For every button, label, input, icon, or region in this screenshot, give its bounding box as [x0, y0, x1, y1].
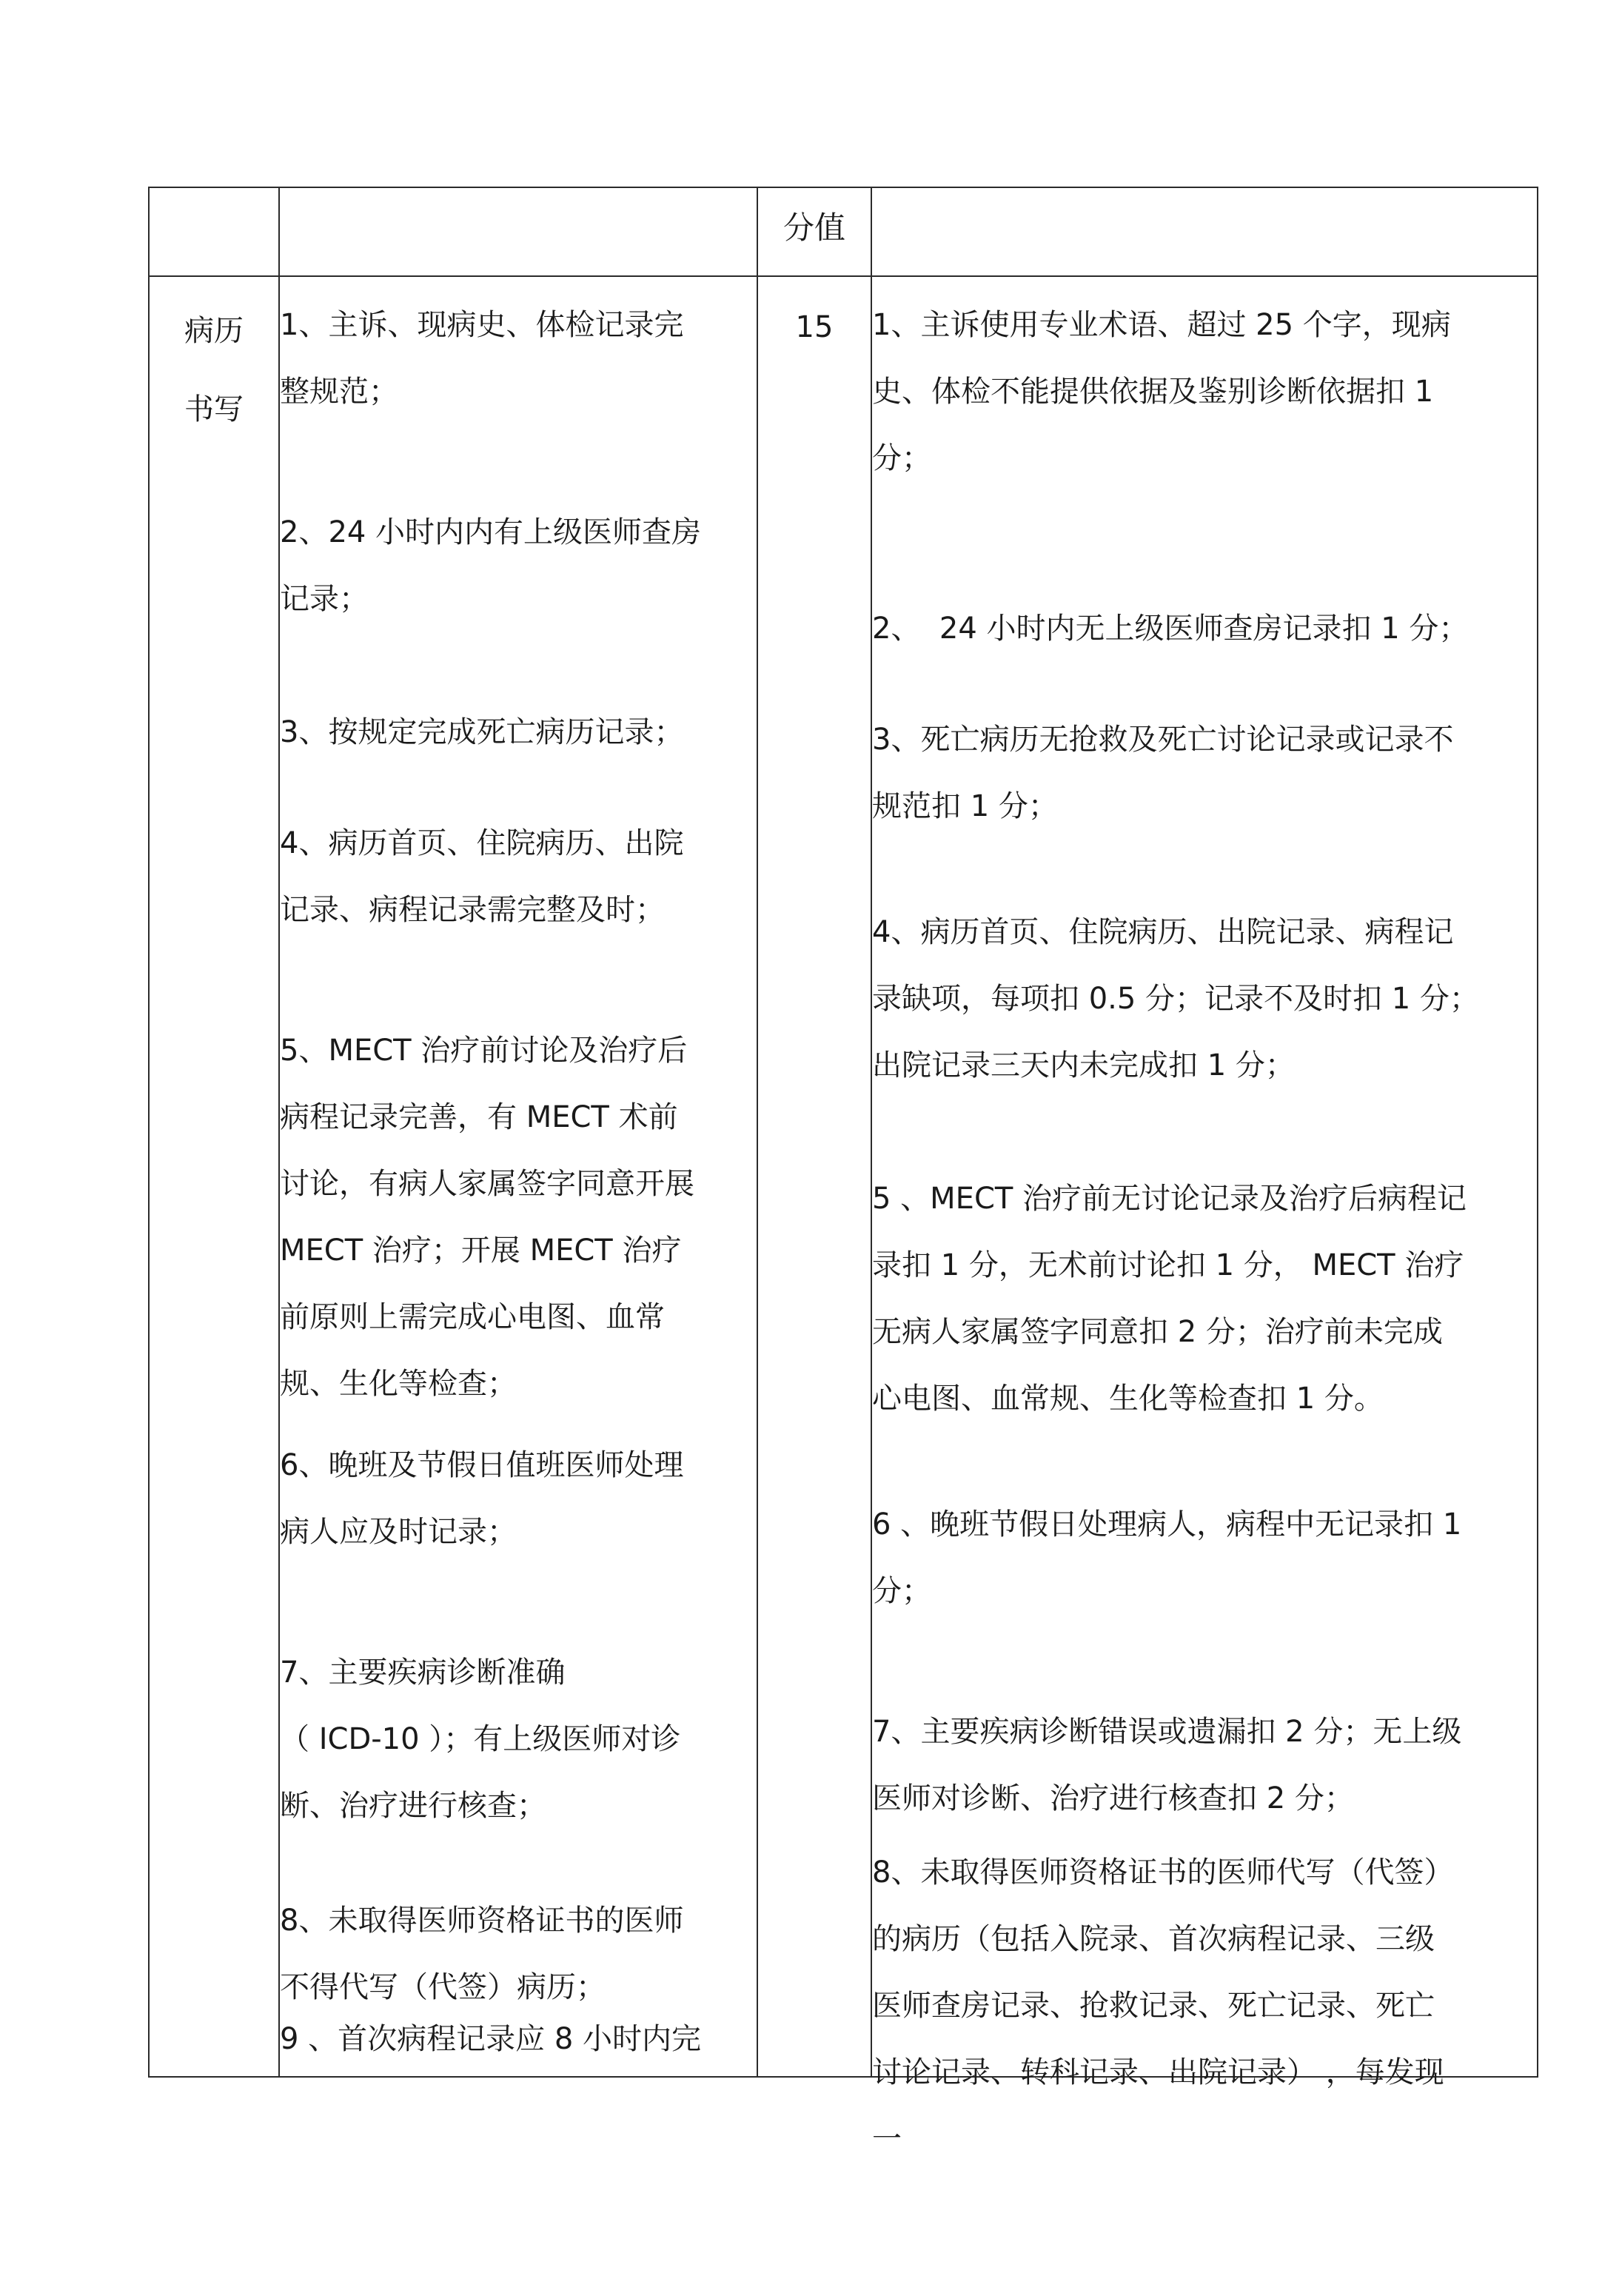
score-value: 15: [795, 310, 834, 344]
evaluation-table: [148, 187, 1538, 2156]
requirement-item-3: 3、按规定完成死亡病历记录；: [280, 715, 684, 749]
category-line-2: 书写: [184, 392, 244, 426]
requirement-item-2: 2、24 小时内内有上级医师查房 记录；: [280, 515, 702, 616]
requirement-item-6: 6、晚班及节假日值班医师处理 病人应及时记录；: [280, 1448, 684, 1549]
deduction-item-8: 8、未取得医师资格证书的医师代写（代签） 的病历（包括入院录、首次病程记录、三级 医师查房记录、抢救记录、死亡记录、死亡 讨论记录、转科记录、出院记录） ，每发现 一: [872, 1855, 1454, 2156]
deduction-item-4: 4、病历首页、住院病历、出院记录、病程记 录缺项，每项扣 0.5 分；记录不及时扣 1 分； 出院记录三天内未完成扣 1 分；: [872, 915, 1479, 1082]
requirement-item-7: 7、主要疾病诊断准确 （ ICD-10 ）；有上级医师对诊 断、治疗进行核查；: [280, 1656, 681, 1823]
requirement-item-1: 1、主诉、现病史、体检记录完 整规范；: [280, 308, 684, 409]
requirement-item-9: 9 、首次病程记录应 8 小时内完: [280, 2022, 702, 2056]
category-label: [150, 292, 278, 449]
requirement-item-8: 8、未取得医师资格证书的医师 不得代写（代签）病历；: [280, 1904, 684, 2004]
table-header-row: [149, 187, 1538, 276]
deduction-item-1: 1、主诉使用专业术语、超过 25 个字，现病 史、体检不能提供依据及鉴别诊断依据扣 1 分；: [872, 308, 1451, 475]
requirements-cell: [279, 276, 757, 2077]
deduction-item-3: 3、死亡病历无抢救及死亡讨论记录或记录不 规范扣 1 分；: [872, 723, 1454, 823]
table-row: [149, 276, 1538, 2077]
header-category-cell: [149, 187, 279, 276]
deductions-cell: [871, 276, 1538, 2156]
requirement-item-4: 4、病历首页、住院病历、出院 记录、病程记录需完整及时；: [280, 826, 684, 927]
header-score-cell: [757, 187, 871, 276]
category-cell: [149, 276, 279, 2077]
category-line-1: 病历: [184, 314, 244, 348]
header-requirements-cell: [279, 187, 757, 276]
deduction-item-2: 2、 24 小时内无上级医师查房记录扣 1 分；: [872, 612, 1469, 646]
header-deductions-cell: [871, 187, 1538, 276]
header-score-label: 分值: [782, 210, 845, 246]
deduction-item-7: 7、主要疾病诊断错误或遗漏扣 2 分；无上级 医师对诊断、治疗进行核查扣 2 分；: [872, 1715, 1462, 1815]
deduction-item-6: 6 、晚班节假日处理病人，病程中无记录扣 1 分；: [872, 1507, 1462, 1608]
score-cell: [757, 276, 871, 2077]
deduction-item-5: 5 、MECT 治疗前无讨论记录及治疗后病程记 录扣 1 分，无术前讨论扣 1 分， MECT 治疗 无病人家属签字同意扣 2 分；治疗前未完成 心电图、血常规、生化等检查扣 1 分。: [872, 1182, 1467, 1416]
requirement-item-5: 5、MECT 治疗前讨论及治疗后 病程记录完善，有 MECT 术前 讨论，有病人家属签字同意开展 MECT 治疗；开展 MECT 治疗 前原则上需完成心电图、血常 规、生化等检查；: [280, 1034, 694, 1401]
